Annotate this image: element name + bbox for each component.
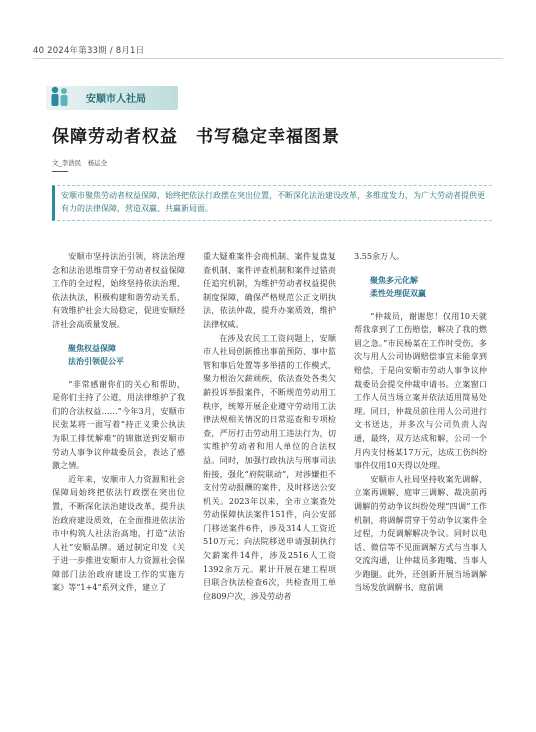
subheading-line: 聚焦多元化解 xyxy=(370,275,418,285)
paragraph: 在涉及农民工工资问题上，安顺市人社局创新推出事前预防、事中监管和事后处置等多举措的工作模式，聚力根治欠薪顽疾，依法查处各类欠薪投诉举报案件，不断规范劳动用工秩序，统筹开展企业遵守劳动用工法律法规相关情况的日常巡查和专项检查，严厉打击劳动用工违法行为，切实维护劳动者和用人单位的合法权益。同时，加强行政执法与刑事司法衔接，强化“府院联动”，对涉嫌拒不支付劳动报酬的案件，及时移送公安机关。2023年以来，全市立案查处劳动保障执法案件151件，向公安部门移送案件6件，涉及314人工资近510万元；向法院移送申请强制执行欠薪案件14件，涉及2516人工资1392余万元。累计开展在建工程项目联合执法检查6次，共检查用工单位809户次，涉及劳动者 xyxy=(203,332,336,601)
paragraph: “非常感谢你们的关心和帮助，是你们主持了公道，用法律维护了我们的合法权益……”今年3月，安顺市民张某将一面写着“持正义秉公执法 为职工排忧解难”的锦旗送到安顺市劳动人事争议仲裁委员会，表达了感激之情。 xyxy=(52,378,185,471)
section-label: 安顺市人社局 xyxy=(86,94,146,105)
paragraph: 安顺市坚持法治引领，将法治理念和法治思维贯穿于劳动者权益保障工作的全过程，始终坚持依法治理、依法执法，积极构建和谐劳动关系，有效维护社会大局稳定，促进安顺经济社会高质量发展。 xyxy=(52,251,185,329)
paragraph: 重大疑难案件会商机制、案件复盘复查机制、案件评查机制和案件过错责任追究机制，为维护劳动者权益提供制度保障，确保严格规范公正文明执法，依法仲裁，提升办案质效，维护法律权威。 xyxy=(203,251,336,329)
column-1 xyxy=(52,250,185,595)
subheading-line: 聚焦权益保障 xyxy=(68,343,116,353)
paragraph: 3.55余万人。 xyxy=(354,251,405,261)
header-divider xyxy=(33,58,503,59)
subheading xyxy=(354,274,487,300)
article-summary: 安顺市聚焦劳动者权益保障，始终把依法行政摆在突出位置，不断深化法治建设改革，多维度发力，为广大劳动者提供更有力的法律保障，营造双赢、共赢新局面。 xyxy=(52,185,492,221)
page-header: 40 2024年第33期 / 8月1日 xyxy=(33,46,145,56)
column-3 xyxy=(354,250,487,595)
byline-underline xyxy=(52,171,68,172)
paragraph: 安顺市人社局坚持收案先调解、立案再调解、庭审三调解、裁决前再调解的劳动争议纠纷处理“四调”工作机制，将调解贯穿于劳动争议案件全过程，力促调解解决争议。同时以电话、微信等不见面调解方式与当事人交流沟通，让仲裁员多跑嘴、当事人少跑腿。此外，还创新开展当场调解当场发放调解书、庭前调 xyxy=(354,473,487,593)
byline: 文_李浩民 杨运全 xyxy=(52,159,108,167)
subheading-line: 法治引领促公平 xyxy=(68,356,124,366)
column-2 xyxy=(203,250,336,603)
article-title: 保障劳动者权益 书写稳定幸福图景 xyxy=(52,127,340,147)
subheading xyxy=(52,342,185,368)
paragraph: “仲裁员，谢谢您！仅用10天就帮我拿到了工伤赔偿，解决了我的燃眉之急。”市民杨某在工作时受伤，多次与用人公司协调赔偿事宜未能拿到赔偿，于是向安顺市劳动人事争议仲裁委员会提交仲裁申请书。立案窗口工作人员当场立案并依法适用简易处理。同日，仲裁员前往用人公司进行文书送达，并多次与公司负责人沟通，最终，双方达成和解，公司一个月内支付杨某17万元，达成工伤纠纷事件仅用10天得以处理。 xyxy=(354,310,487,471)
paragraph: 近年来，安顺市人力资源和社会保障局始终把依法行政摆在突出位置，不断深化法治建设改革，提升法治政府建设质效，在全面推进依法治市中构筑人社法治高地，打造“法治人社”安顺品牌。通过制定印发《关于进一步推进安顺市人力资源社会保障部门法治政府建设工作的实施方案》等“1+4”系列文件，建立了 xyxy=(52,473,185,593)
subheading-line: 柔性处理促双赢 xyxy=(370,288,426,298)
people-icon xyxy=(48,82,72,110)
